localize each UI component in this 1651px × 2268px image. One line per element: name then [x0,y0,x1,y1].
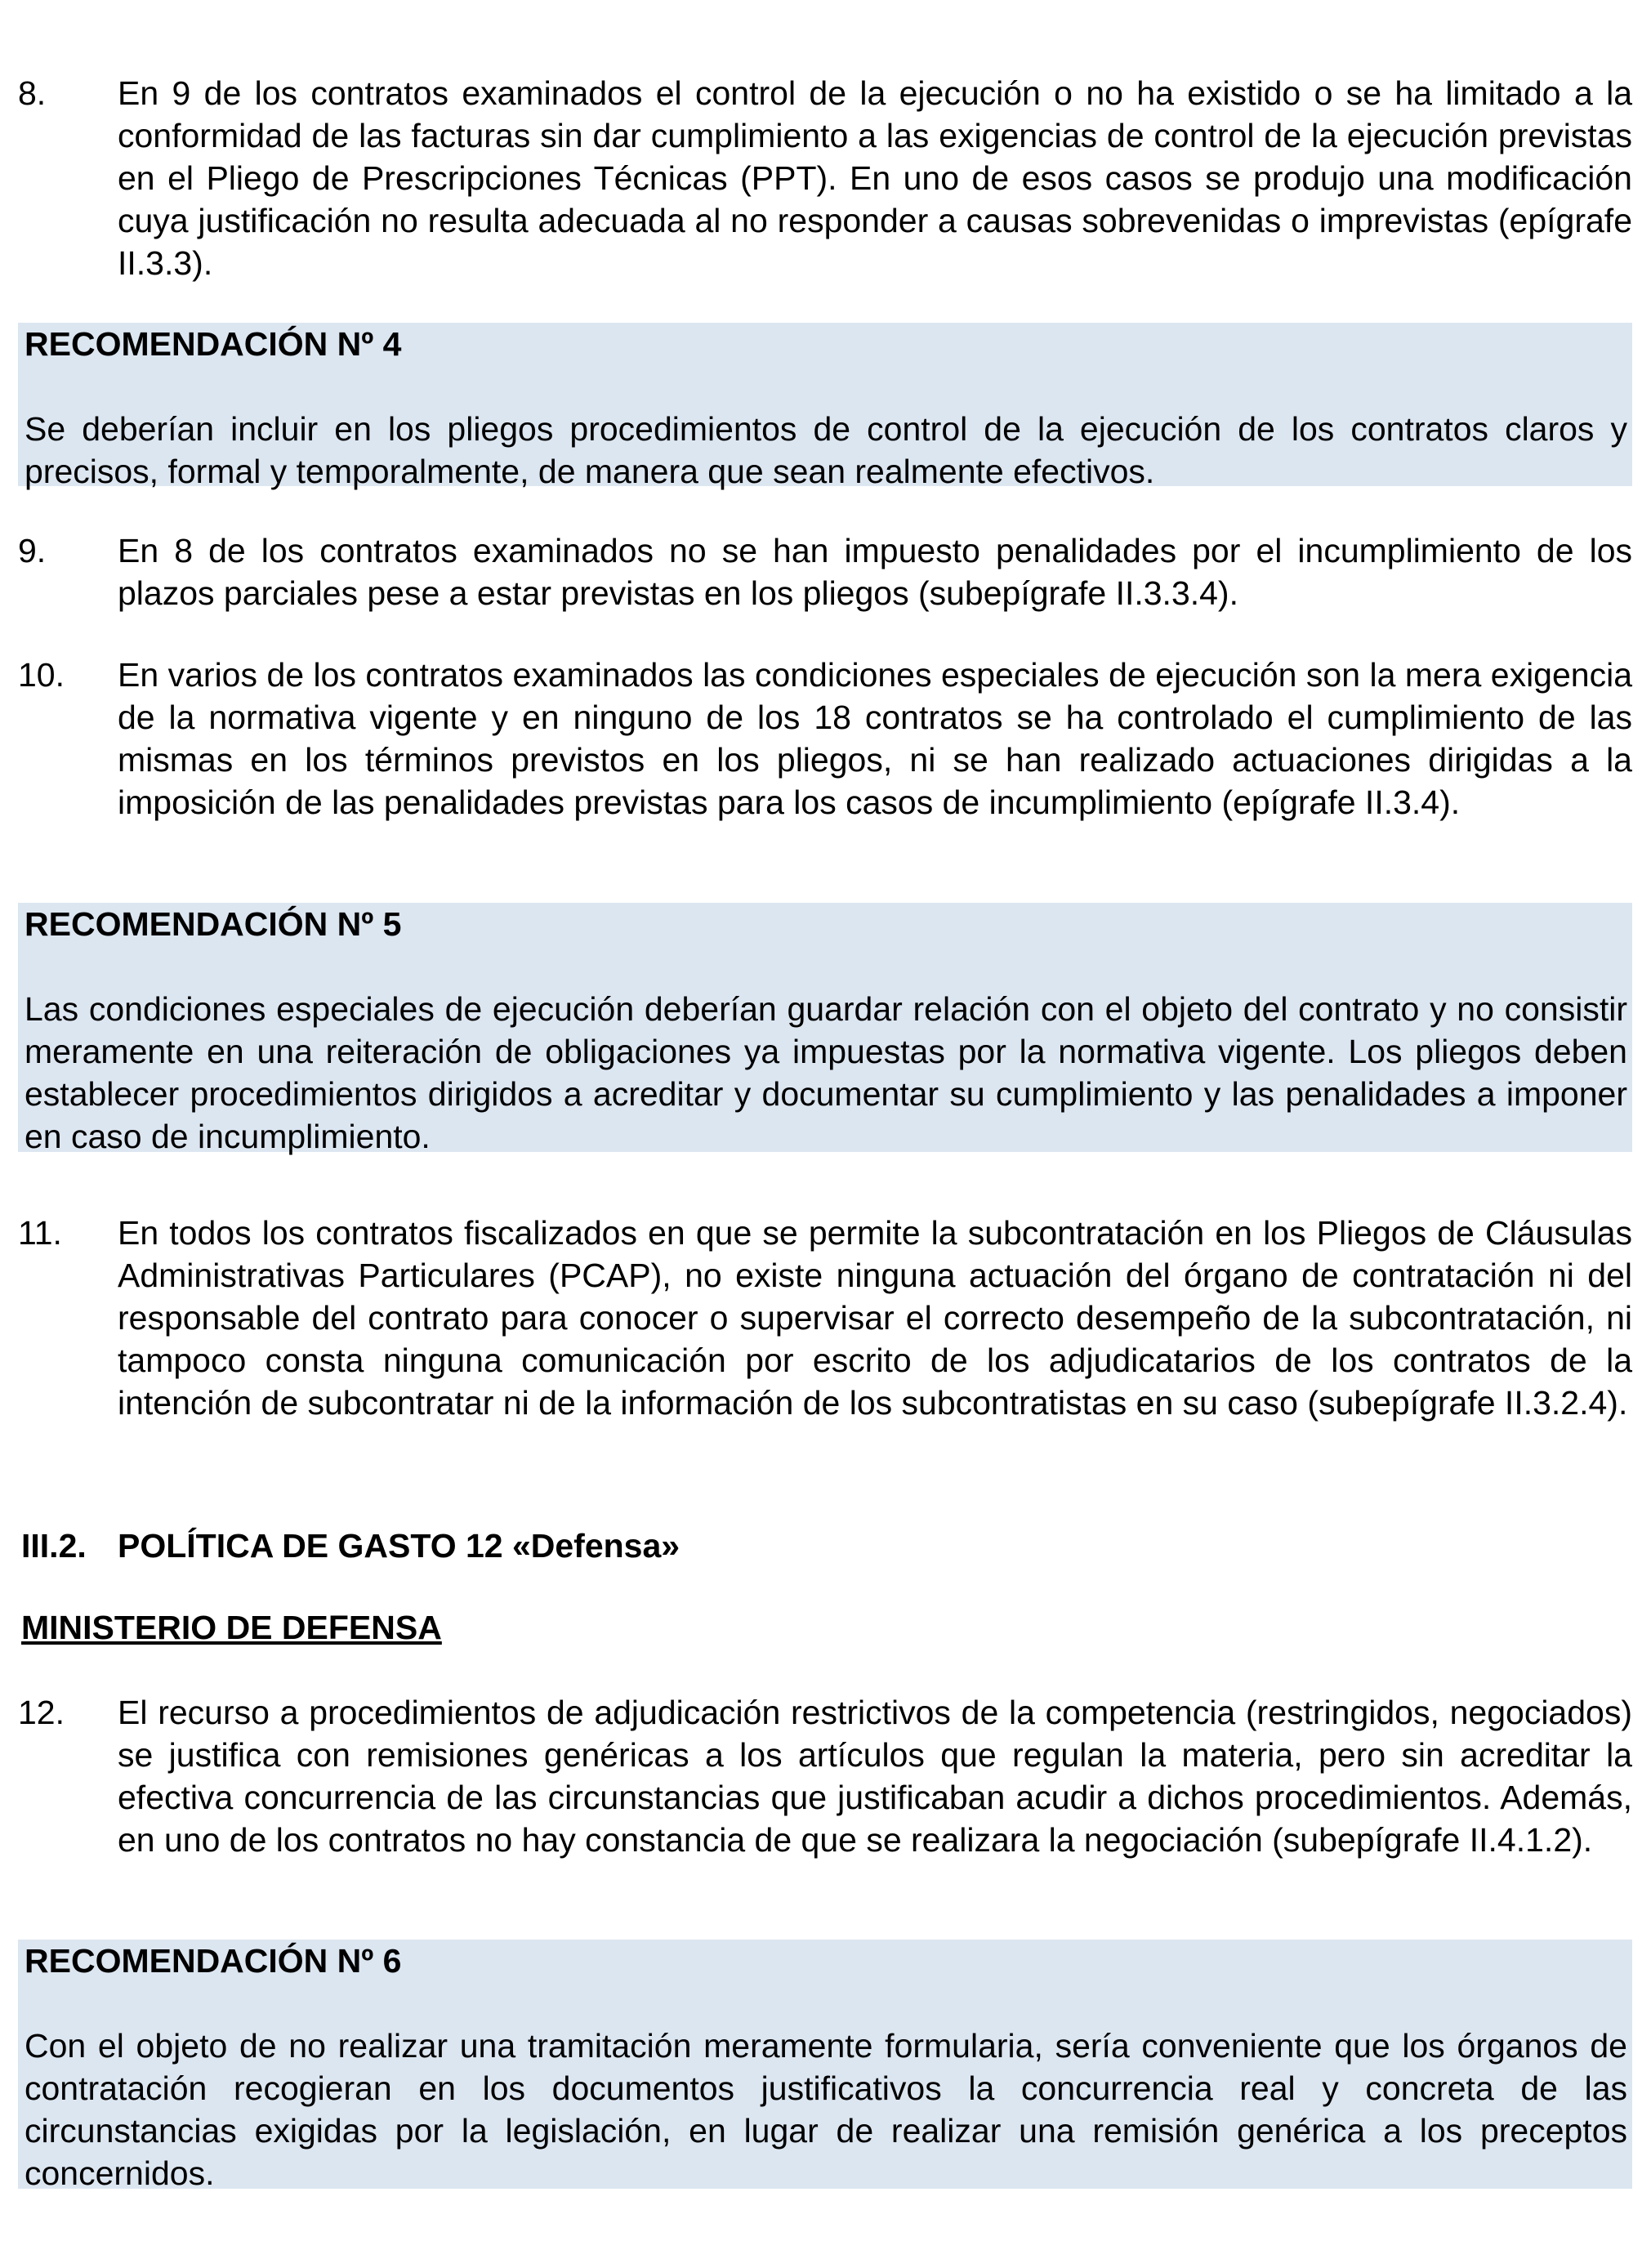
finding-text: En todos los contratos fiscalizados en que se permite la subcontratación en los Pliegos de Cláusulas Administrativas Particulares (PCAP), no existe ninguna actuación del órgano de contratación ni del responsable del contrato para conocer o supervisar el correcto desempeño de la subcontratación, ni tampoco consta ninguna comunicación por escrito de los adjudicatarios de los contratos de la intención de subcontratar ni de la información de los subcontratistas en su caso (subepígrafe II.3.2.4). [118,1214,1632,1422]
finding-number: 10. [18,656,65,694]
recommendation-text: Con el objeto de no realizar una tramitación meramente formularia, sería conveniente que los órganos de contratación recogieran en los documentos justificativos la concurrencia real y concreta de las circunstancias exigidas por la legislación, en lugar de realizar una remisión genérica a los preceptos concernidos. [25,2027,1627,2192]
recommendation-text: Se deberían incluir en los pliegos procedimientos de control de la ejecución de los contratos claros y precisos, formal y temporalmente, de manera que sean realmente efectivos. [25,410,1627,490]
finding-item [18,654,1632,824]
finding-item [18,72,1632,284]
finding-number: 11. [18,1214,62,1252]
section-heading [21,1525,680,1567]
finding-item [18,1691,1632,1861]
recommendation-box [18,903,1632,1155]
finding-number: 8. [18,74,47,112]
section-number: III.2. [21,1527,87,1565]
recommendation-title: RECOMENDACIÓN Nº 6 [25,1942,402,1980]
recommendation-title: RECOMENDACIÓN Nº 4 [25,325,402,363]
finding-number: 9. [18,532,47,569]
subsection-heading: MINISTERIO DE DEFENSA [21,1609,442,1646]
recommendation-title: RECOMENDACIÓN Nº 5 [25,905,402,943]
recommendation-box [18,1940,1632,2192]
finding-item [18,1212,1632,1424]
section-title: POLÍTICA DE GASTO 12 «Defensa» [118,1527,680,1565]
finding-number: 12. [18,1694,65,1731]
finding-item [18,529,1632,614]
recommendation-box [18,323,1632,490]
finding-text: En 9 de los contratos examinados el control de la ejecución o no ha existido o se ha limitado a la conformidad de las facturas sin dar cumplimiento a las exigencias de control de la ejecución previstas en el Pliego de Prescripciones Técnicas (PPT). En uno de esos casos se produjo una modificación cuya justificación no resulta adecuada al no responder a causas sobrevenidas o imprevistas (epígrafe II.3.3). [118,74,1632,282]
finding-text: En varios de los contratos examinados las condiciones especiales de ejecución son la mera exigencia de la normativa vigente y en ninguno de los 18 contratos se ha controlado el cumplimiento de las mismas en los términos previstos en los pliegos, ni se han realizado actuaciones dirigidas a la imposición de las penalidades previstas para los casos de incumplimiento (epígrafe II.3.4). [118,656,1632,821]
finding-text: En 8 de los contratos examinados no se han impuesto penalidades por el incumplimiento de los plazos parciales pese a estar previstas en los pliegos (subepígrafe II.3.3.4). [118,532,1632,612]
recommendation-text: Las condiciones especiales de ejecución deberían guardar relación con el objeto del contrato y no consistir meramente en una reiteración de obligaciones ya impuestas por la normativa vigente. Los pliegos deben establecer procedimientos dirigidos a acreditar y documentar su cumplimiento y las penalidades a imponer en caso de incumplimiento. [25,990,1627,1155]
finding-text: El recurso a procedimientos de adjudicación restrictivos de la competencia (restringidos, negociados) se justifica con remisiones genéricas a los artículos que regulan la materia, pero sin acreditar la efectiva concurrencia de las circunstancias que justificaban acudir a dichos procedimientos. Además, en uno de los contratos no hay constancia de que se realizara la negociación (subepígrafe II.4.1.2). [118,1694,1632,1859]
